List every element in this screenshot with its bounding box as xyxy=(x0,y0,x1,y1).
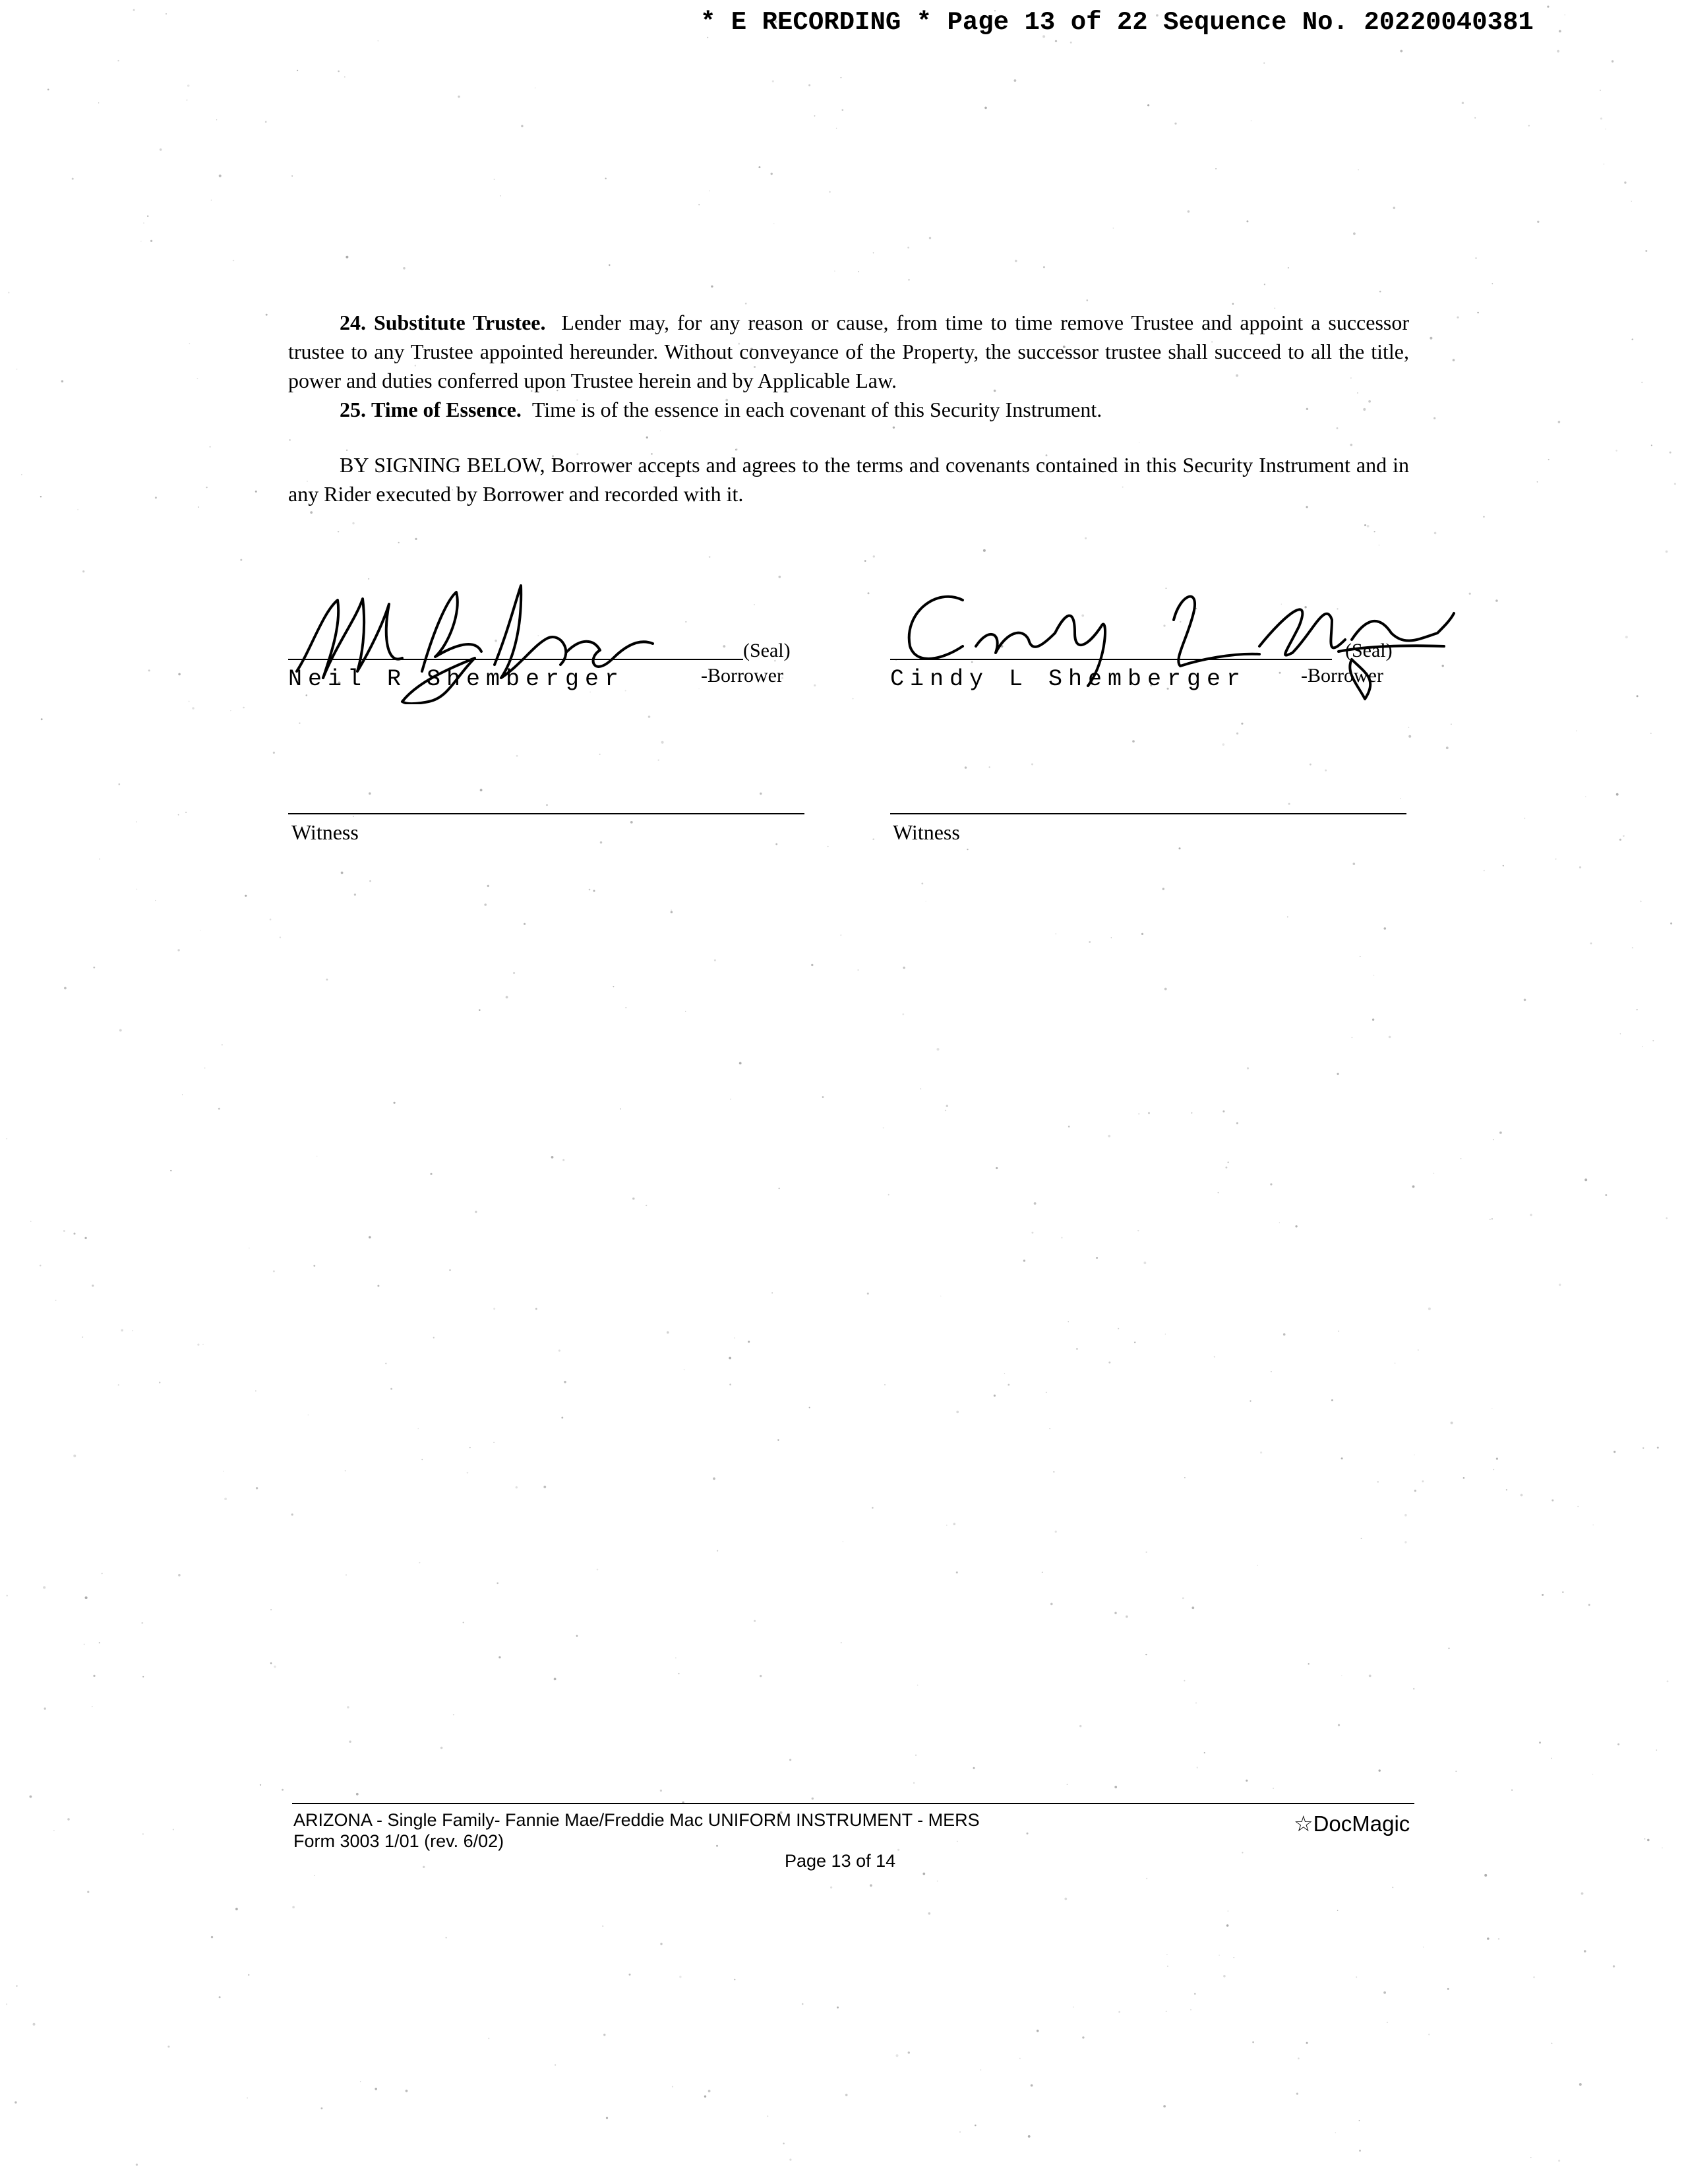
section-text: Time is of the essence in each covenant of this Security Instrument. xyxy=(531,398,1102,421)
section-24-paragraph xyxy=(288,308,1409,395)
footer-rule xyxy=(292,1803,1414,1804)
section-24 xyxy=(288,308,1409,395)
recording-header: * E RECORDING * Page 13 of 22 Sequence No. 20220040381 xyxy=(700,8,1534,37)
section-number: 24. xyxy=(340,311,366,334)
borrower-name: Cindy L Shemberger xyxy=(890,666,1247,692)
form-number: Form 3003 1/01 (rev. 6/02) xyxy=(293,1831,504,1851)
seal-label: (Seal) xyxy=(743,640,791,661)
section-heading: Time of Essence. xyxy=(371,398,522,421)
signature-line xyxy=(890,659,1332,660)
star-outline-icon: ☆ xyxy=(1294,1811,1313,1836)
borrower-role-label: -Borrower xyxy=(701,665,783,686)
docmagic-logo xyxy=(1294,1811,1410,1836)
borrower-role-label: -Borrower xyxy=(1301,665,1383,686)
witness-line xyxy=(288,813,804,814)
section-number: 25. xyxy=(340,398,366,421)
witness-line xyxy=(890,813,1406,814)
witness-label: Witness xyxy=(291,820,359,844)
seal-label: (Seal) xyxy=(1345,640,1393,661)
borrower-name: Neil R Shemberger xyxy=(288,666,625,692)
form-title: ARIZONA - Single Family- Fannie Mae/Freddie Mac UNIFORM INSTRUMENT - MERS xyxy=(293,1810,980,1830)
signature-line xyxy=(288,659,743,660)
witness-label: Witness xyxy=(893,820,960,844)
section-25 xyxy=(288,395,1409,424)
section-text: Lender may, for any reason or cause, from time to time remove Trustee and appoint a successor trustee to any Trustee appointed hereunder. Without conveyance of the Property, the successor trustee shall succeed to all the title, power and duties conferred upon Trustee herein and by Applicable Law. xyxy=(288,311,1410,392)
signing-statement xyxy=(288,450,1409,508)
page-number: Page 13 of 14 xyxy=(785,1851,896,1871)
brand-name: DocMagic xyxy=(1313,1811,1410,1836)
section-25-paragraph xyxy=(288,395,1409,424)
signing-statement-text: BY SIGNING BELOW, Borrower accepts and agrees to the terms and covenants contained in this Security Instrument and in any Rider executed by Borrower and recorded with it. xyxy=(288,453,1409,506)
section-heading: Substitute Trustee. xyxy=(373,311,546,334)
